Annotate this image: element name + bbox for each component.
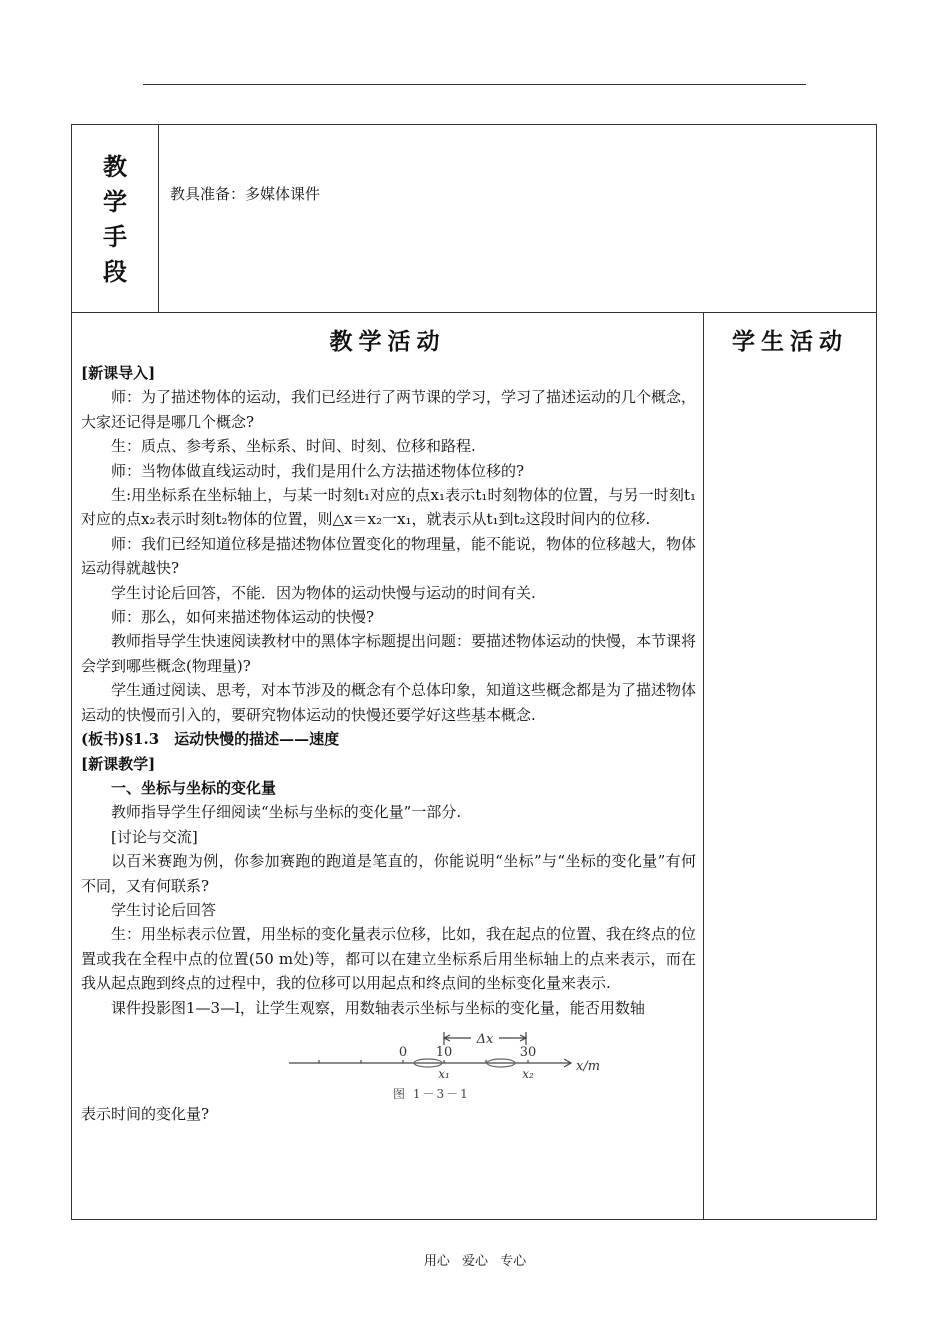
teaching-means-row bbox=[72, 125, 876, 313]
paragraph: 师：为了描述物体的运动，我们已经进行了两节课的学习，学习了描述运动的几个概念，大家还记得是哪几个概念? bbox=[81, 388, 697, 431]
equipment-text: 教具准备：多媒体课件 bbox=[170, 185, 321, 203]
header-rule bbox=[143, 84, 806, 85]
point-label: x₂ bbox=[522, 1066, 534, 1081]
paragraph: 学生讨论后回答 bbox=[111, 900, 217, 919]
label-char: 教 bbox=[103, 152, 127, 181]
tick-label: 0 bbox=[398, 1044, 408, 1060]
lesson-table bbox=[71, 124, 877, 1220]
paragraph: 表示时间的变化量? bbox=[81, 1104, 210, 1123]
paragraph: 师：我们已经知道位移是描述物体位置变化的物理量，能不能说，物体的位移越大，物体运动得就越快? bbox=[81, 534, 697, 578]
teaching-content bbox=[81, 361, 696, 1126]
paragraph: 课件投影图1—3—l，让学生观察，用数轴表示坐标与坐标的变化量，能否用数轴 bbox=[111, 998, 645, 1017]
paragraph: 生：用坐标表示位置，用坐标的变化量表示位移，比如，我在起点的位置、我在终点的位置或我在全程中点的位置(50 m处)等，都可以在建立坐标系后用坐标轴上的点来表示，而在我从起点跑到终点的过程中，我的位移可以用起点和终点间的坐标变化量来表示. bbox=[81, 925, 697, 993]
number-line-svg bbox=[81, 1020, 696, 1094]
teaching-means-label bbox=[72, 125, 159, 312]
column-divider bbox=[703, 312, 704, 1219]
label-char: 学 bbox=[103, 187, 127, 216]
paragraph: 学生通过阅读、思考，对本节涉及的概念有个总体印象，知道这些概念都是为了描述物体运动的快慢而引入的，要研究物体运动的快慢还要学好这些基本概念. bbox=[81, 681, 697, 724]
paragraph: 生：质点、参考系、坐标系、时间、时刻、位移和路程. bbox=[111, 437, 476, 456]
paragraph: 师：当物体做直线运动时，我们是用什么方法描述物体位移的? bbox=[111, 461, 525, 480]
paragraph: 师：那么，如何来描述物体运动的快慢? bbox=[111, 608, 375, 627]
tick-label: 30 bbox=[519, 1044, 537, 1060]
point-label: x₁ bbox=[438, 1066, 450, 1081]
paragraph: [讨论与交流] bbox=[111, 827, 198, 846]
paragraph: 教师指导学生仔细阅读“坐标与坐标的变化量”一部分. bbox=[111, 803, 462, 822]
label-char: 段 bbox=[103, 257, 127, 286]
student-activity-heading: 学生活动 bbox=[732, 328, 848, 355]
teaching-activity-heading: 教学活动 bbox=[329, 328, 446, 355]
delta-label: Δx bbox=[476, 1031, 494, 1047]
page-footer: 用心 爱心 专心 bbox=[423, 1254, 527, 1269]
label-char: 手 bbox=[103, 222, 127, 251]
paragraph: 教师指导学生快速阅读教材中的黑体字标题提出问题：要描述物体运动的快慢，本节课将会学到哪些概念(物理量)? bbox=[81, 632, 697, 675]
figure-caption: 图 1－3－1 bbox=[393, 1086, 470, 1101]
paragraph: 学生讨论后回答，不能．因为物体的运动快慢与运动的时间有关. bbox=[111, 583, 536, 602]
section-heading: [新课导入] bbox=[81, 364, 156, 382]
tick-label: 10 bbox=[435, 1044, 453, 1060]
paragraph-list bbox=[81, 361, 696, 1020]
section-heading: [新课教学] bbox=[81, 754, 156, 773]
number-line-figure bbox=[81, 1020, 696, 1101]
section-heading: (板书)§1.3 运动快慢的描述——速度 bbox=[81, 730, 340, 749]
paragraph: 生:用坐标系在坐标轴上，与某一时刻t₁对应的点x₁表示t₁时刻物体的位置，与另一时刻t₁对应的点x₂表示时刻t₂物体的位置，则△x＝x₂一x₁，就表示从t₁到t₂这段时间内的位移. bbox=[81, 486, 696, 529]
paragraph: 以百米赛跑为例，你参加赛跑的跑道是笔直的，你能说明“坐标”与“坐标的变化量”有何不同，又有何联系? bbox=[81, 852, 696, 895]
axis-unit: x/m bbox=[576, 1058, 601, 1074]
section-heading: 一、坐标与坐标的变化量 bbox=[111, 778, 277, 797]
